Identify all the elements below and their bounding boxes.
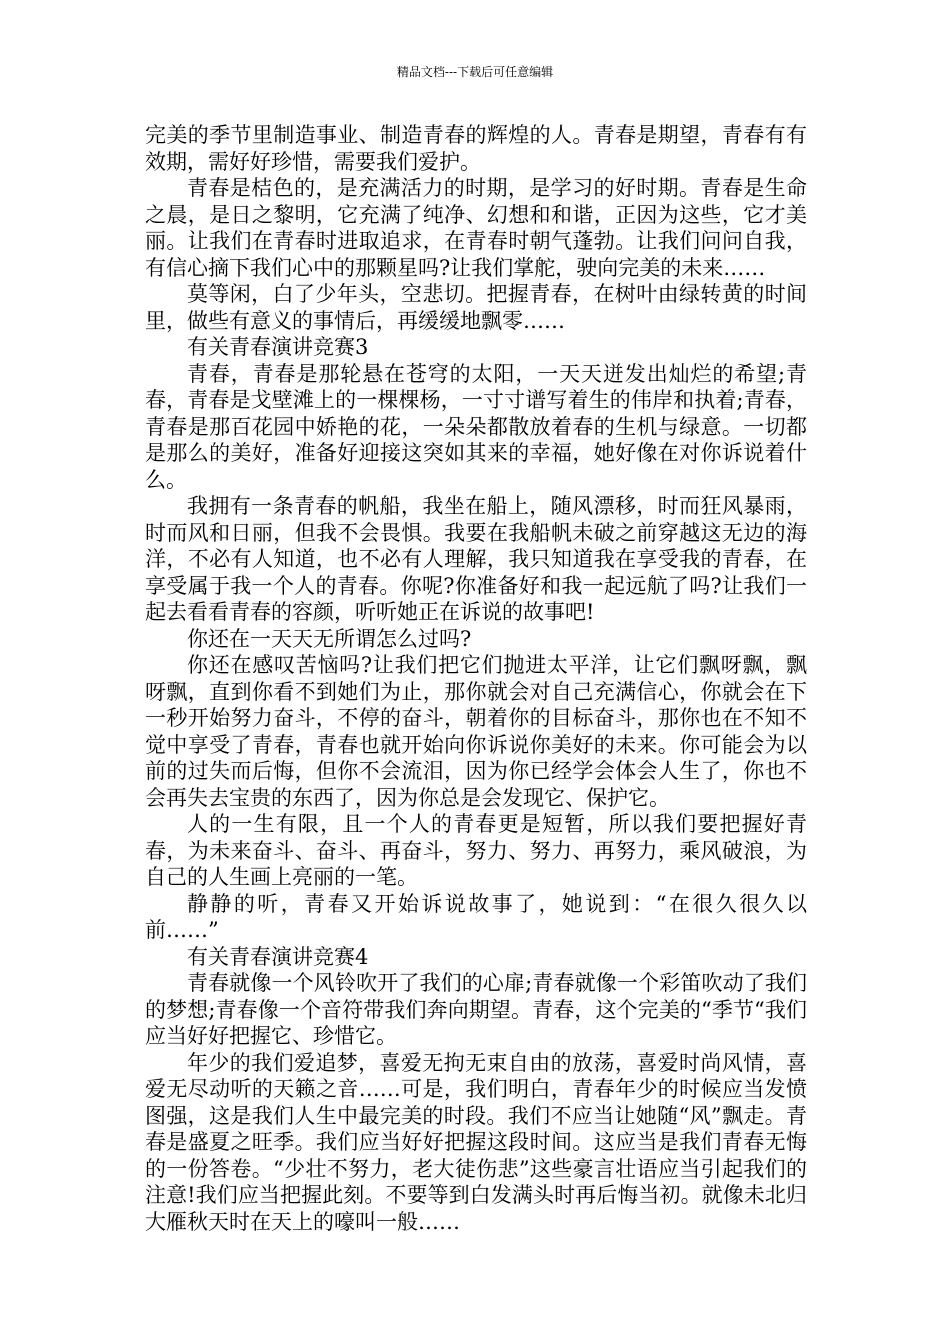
paragraph: 我拥有一条青春的帆船，我坐在船上，随风漂移，时而狂风暴雨，时而风和日丽，但我不会畏惧。我要在我船帆未破之前穿越这无边的海洋，不必有人知道，也不必有人理解，我只知道我在享受我的青春，在享受属于我一个人的青春。你呢?你准备好和我一起远航了吗?让我们一起去看看青春的容颜，听听她正在诉说的故事吧! xyxy=(145,494,807,624)
section-heading: 有关青春演讲竞赛3 xyxy=(187,335,369,359)
paragraph: 人的一生有限，且一个人的青春更是短暂，所以我们要把握好青春，为未来奋斗、奋斗、再奋斗，努力、努力、再努力，乘风破浪，为自己的人生画上亮丽的一笔。 xyxy=(145,812,807,889)
paragraph: 你还在感叹苦恼吗?让我们把它们抛进太平洋，让它们飘呀飘，飘呀飘，直到你看不到她们为止，那你就会对自己充满信心，你就会在下一秒开始努力奋斗，不停的奋斗，朝着你的目标奋斗，那你也在不知不觉中享受了青春，青春也就开始向你诉说你美好的未来。你可能会为以前的过失而后悔，但你不会流泪，因为你已经学会体会人生了，你也不会再失去宝贵的东西了，因为你总是会发现它、保护它。 xyxy=(145,653,807,810)
document-body xyxy=(145,122,807,1235)
paragraph: 青春是桔色的，是充满活力的时期，是学习的好时期。青春是生命之晨，是日之黎明，它充满了纯净、幻想和和谐，正因为这些，它才美丽。让我们在青春时进取追求，在青春时朝气蓬勃。让我们问问自我，有信心摘下我们心中的那颗星吗?让我们掌舵，驶向完美的未来…… xyxy=(145,176,807,280)
paragraph: 青春，青春是那轮悬在苍穹的太阳，一天天迸发出灿烂的希望;青春，青春是戈壁滩上的一棵棵杨，一寸寸谱写着生的伟岸和执着;青春，青春是那百花园中娇艳的花，一朵朵都散放着春的生机与绿意。一切都是那么的美好，准备好迎接这突如其来的幸福，她好像在对你诉说着什么。 xyxy=(145,361,807,492)
page-header: 精品文档---下载后可任意编辑 xyxy=(396,65,554,79)
paragraph: 完美的季节里制造事业、制造青春的辉煌的人。青春是期望，青春有有效期，需好好珍惜，需要我们爱护。 xyxy=(145,123,807,174)
paragraph: 静静的听，青春又开始诉说故事了，她说到：“在很久很久以前……” xyxy=(145,891,807,942)
paragraph: 你还在一天天无所谓怎么过吗? xyxy=(187,626,472,651)
section-heading: 有关青春演讲竞赛4 xyxy=(187,944,369,969)
paragraph: 青春就像一个风铃吹开了我们的心扉;青春就像一个彩笛吹动了我们的梦想;青春像一个音符带我们奔向期望。青春，这个完美的“季节“我们应当好好把握它、珍惜它。 xyxy=(145,971,807,1048)
paragraph: 年少的我们爱追梦，喜爱无拘无束自由的放荡，喜爱时尚风情，喜爱无尽动听的天籁之音……可是，我们明白，青春年少的时候应当发愤图强，这是我们人生中最完美的时段。我们不应当让她随“风”飘走。青春是盛夏之旺季。我们应当好好把握这段时间。这应当是我们青春无悔的一份答卷。“少壮不努力，老大徒伤悲”这些豪言壮语应当引起我们的注意!我们应当把握此刻。不要等到白发满头时再后悔当初。就像未北归大雁秋天时在天上的嚎叫一般…… xyxy=(145,1050,807,1234)
paragraph: 莫等闲，白了少年头，空悲切。把握青春，在树叶由绿转黄的时间里，做些有意义的事情后，再缓缓地飘零…… xyxy=(145,282,807,333)
